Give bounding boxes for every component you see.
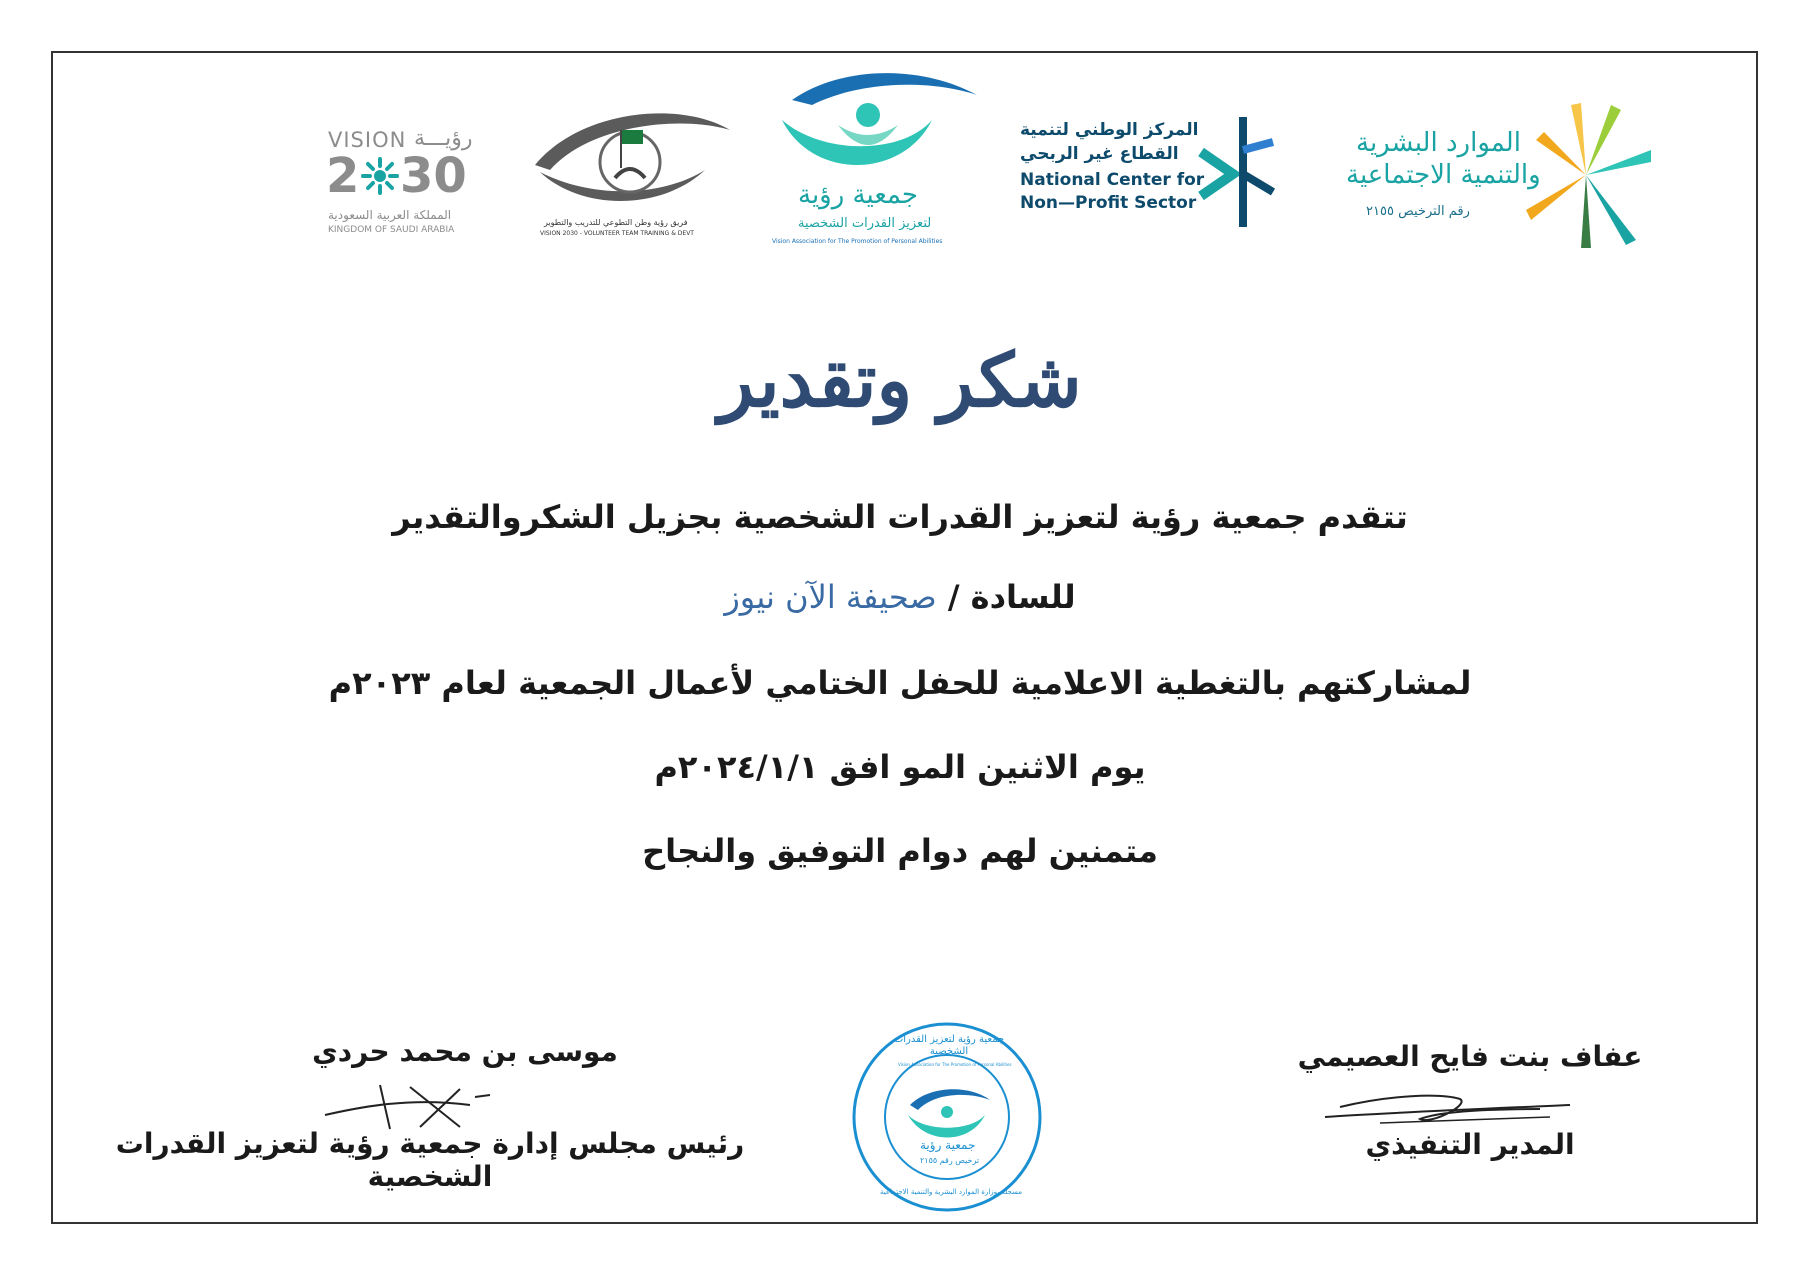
official-stamp: [850, 1020, 1045, 1215]
executive-name: عفاف بنت فايح العصيمي: [1297, 1040, 1643, 1073]
ruya-name-ar: جمعية رؤية: [798, 180, 918, 210]
volunteer-team-logo: [530, 100, 735, 240]
stamp-center-name: جمعية رؤية: [920, 1138, 976, 1152]
certificate-title: شكر وتقدير: [718, 338, 1082, 424]
ministry-logo: [1346, 100, 1646, 250]
vision-year-left: 2: [326, 148, 360, 204]
nc-arrows-icon: [1193, 112, 1283, 232]
participation-line: لمشاركتهم بالتغطية الاعلامية للحفل الختامي لأعمال الجمعية لعام ٢٠٢٣م: [328, 664, 1472, 702]
ministry-license: رقم الترخيص ٢١٥٥: [1366, 204, 1470, 219]
nc-name-en-1: National Center for: [1020, 170, 1205, 190]
recipient-line: [0, 578, 1800, 616]
volunteer-name-ar: فريق رؤية وطن التطوعي للتدريب والتطوير: [544, 218, 688, 227]
vision-word-en: VISION: [328, 128, 407, 152]
logos-row: [320, 70, 1640, 270]
ministry-star-icon: [1526, 100, 1656, 250]
nc-name-ar-2: القطاع غير الربحي: [1020, 144, 1179, 164]
gratitude-line: تتقدم جمعية رؤية لتعزيز القدرات الشخصية بجزيل الشكروالتقدير: [392, 498, 1408, 536]
stamp-top-text: جمعية رؤية لتعزيز القدرات الشخصية: [893, 1034, 1005, 1057]
eye-emblem-icon: [530, 100, 735, 215]
nc-name-ar-1: المركز الوطني لتنمية: [1020, 120, 1199, 140]
ruya-sub-ar: لتعزيز القدرات الشخصية: [798, 216, 932, 231]
ruya-sub-en: Vision Association for The Promotion of Personal Abilities: [772, 238, 943, 245]
vision-year-right: 30: [400, 148, 467, 204]
date-line: يوم الاثنين المو افق ٢٠٢٤/١/١م: [654, 748, 1146, 786]
vision-word-ar: رؤيـــة: [414, 126, 473, 151]
ministry-name-ar-2: والتنمية الاجتماعية: [1346, 160, 1541, 190]
kingdom-en: KINGDOM OF SAUDI ARABIA: [328, 225, 455, 235]
palm-emblem-icon: [360, 156, 400, 196]
stamp-bottom-text: مسجلة بوزارة الموارد البشرية والتنمية الاجتماعية: [880, 1188, 1023, 1196]
national-center-logo: [1018, 120, 1328, 250]
chairman-name: موسى بن محمد حردي: [312, 1035, 618, 1068]
ruya-eye-icon: [772, 70, 982, 180]
ruya-association-logo: [772, 70, 982, 250]
vision2030-logo: [320, 128, 490, 248]
recipient-prefix: للسادة /: [947, 578, 1076, 616]
stamp-license: ترخيص رقم ٢١٥٥: [920, 1156, 980, 1165]
executive-role: المدير التنفيذي: [1365, 1128, 1575, 1161]
recipient-name: صحيفة الآن نيوز: [724, 578, 937, 616]
kingdom-ar: المملكة العربية السعودية: [328, 208, 452, 222]
chairman-role: رئيس مجلس إدارة جمعية رؤية لتعزيز القدرات الشخصية: [115, 1127, 745, 1193]
ministry-name-ar-1: الموارد البشرية: [1356, 128, 1521, 158]
stamp-en-text: Vision Association for The Promotion of Personal Abilities: [898, 1062, 1012, 1067]
wishes-line: متمنين لهم دوام التوفيق والنجاح: [642, 832, 1158, 870]
nc-name-en-2: Non—Profit Sector: [1020, 193, 1197, 213]
volunteer-name-en: VISION 2030 - VOLUNTEER TEAM TRAINING & DEVT: [540, 230, 694, 237]
